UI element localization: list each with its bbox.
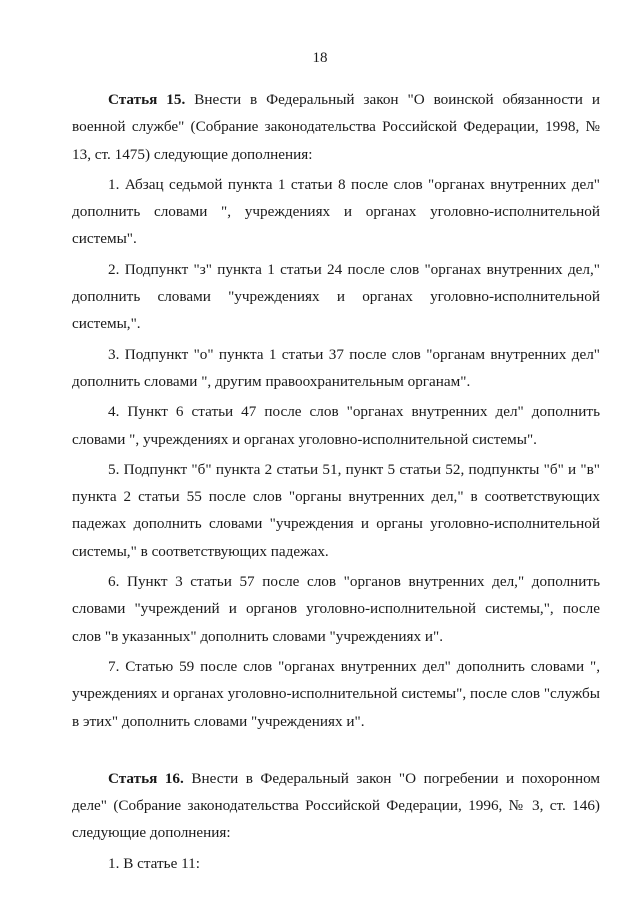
article-15-item-1: 1. Абзац седьмой пункта 1 статьи 8 после слов "органах внутренних дел" дополнить словами ", учреждениях и органах уголовно-исполнительной системы". bbox=[72, 175, 600, 248]
article-16-item-1: 1. В статье 11: bbox=[108, 854, 200, 872]
article-15-item-5: 5. Подпункт "б" пункта 2 статьи 51, пункт 5 статьи 52, подпункты "б" и "в" пункта 2 статьи 55 после слов "органы внутренних дел," в соответствующих падежах дополнить словами "учреждения и органы уголовно-исполнительной системы," в соответствующих падежах. bbox=[72, 460, 600, 560]
document-body bbox=[72, 86, 600, 877]
article-15-item-3: 3. Подпункт "о" пункта 1 статьи 37 после слов "органам внутренних дел" дополнить словами ", другим правоохранительным органам". bbox=[72, 345, 600, 390]
page-number: 18 bbox=[312, 50, 328, 66]
article-16-intro-text: Внести в Федеральный закон "О погребении и похоронном деле" (Собрание законодательства Российской Федерации, 1996, № 3, ст. 146) следующие дополнения: bbox=[72, 769, 601, 842]
article-16-heading: Статья 16. bbox=[108, 769, 184, 787]
article-15-item-6: 6. Пункт 3 статьи 57 после слов "органов внутренних дел," дополнить словами "учреждений и органов уголовно-исполнительной системы,", после слов "в указанных" дополнить словами "учреждениях и". bbox=[72, 573, 600, 645]
article-15-item-7: 7. Статью 59 после слов "органах внутренних дел" дополнить словами ", учреждениях и органах уголовно-исполнительной системы", после слов "службы в этих" дополнить словами "учреждениях и". bbox=[72, 657, 600, 730]
article-15-item-4: 4. Пункт 6 статьи 47 после слов "органах внутренних дел" дополнить словами ", учреждениях и органах уголовно-исполнительной системы". bbox=[72, 403, 600, 448]
article-15-intro bbox=[72, 86, 600, 168]
article-15-heading: Статья 15. bbox=[108, 91, 186, 108]
article-15-intro-text: Внести в Федеральный закон "О воинской обязанности и военной службе" (Собрание законодательства Российской Федерации, 1998, № 13, ст. 1475) следующие дополнения: bbox=[72, 91, 600, 163]
article-15-item-2: 2. Подпункт "з" пункта 1 статьи 24 после слов "органах внутренних дел," дополнить словами "учреждениях и органах уголовно-исполнительной системы,". bbox=[72, 260, 600, 333]
article-16-intro bbox=[72, 765, 600, 847]
